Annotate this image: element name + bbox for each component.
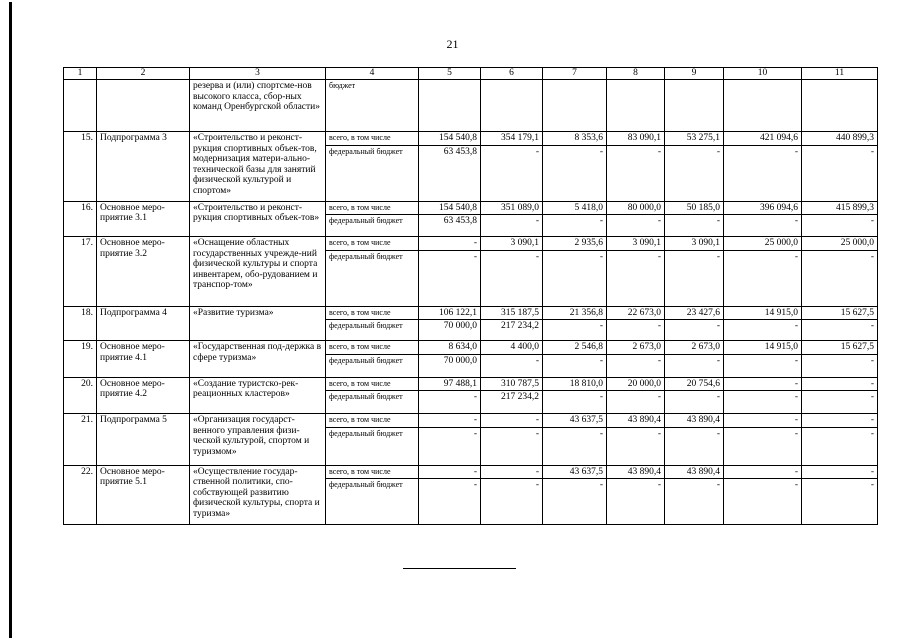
federal-value-cell: - bbox=[419, 479, 481, 525]
federal-value-cell: - bbox=[802, 250, 878, 306]
federal-budget-label: федеральный бюджет bbox=[326, 391, 419, 414]
row-number: 21. bbox=[64, 414, 97, 466]
total-value-cell: 15 627,5 bbox=[802, 341, 878, 355]
total-value-cell: 22 673,0 bbox=[607, 306, 665, 320]
empty-cell bbox=[419, 80, 481, 132]
federal-value-cell: - bbox=[481, 250, 543, 306]
federal-value-cell: - bbox=[419, 250, 481, 306]
header-row bbox=[64, 68, 878, 80]
total-value-cell: - bbox=[419, 414, 481, 428]
table-row bbox=[64, 414, 878, 428]
header-cell: 7 bbox=[543, 68, 607, 80]
budget-table bbox=[63, 67, 878, 525]
header-cell: 3 bbox=[190, 68, 326, 80]
program-type: Основное меро-приятие 4.1 bbox=[97, 341, 190, 378]
program-name: «Строительство и реконст-рукция спортивных объек-тов» bbox=[190, 201, 326, 237]
total-value-cell: 2 673,0 bbox=[665, 341, 724, 355]
federal-budget-label: федеральный бюджет bbox=[326, 354, 419, 377]
program-name: «Создание туристско-рек-реационных кластеров» bbox=[190, 377, 326, 414]
total-label: всего, в том числе bbox=[326, 237, 419, 251]
total-value-cell: 83 090,1 bbox=[607, 132, 665, 146]
row-number: 18. bbox=[64, 306, 97, 341]
table-row bbox=[64, 201, 878, 215]
total-value-cell: 2 546,8 bbox=[543, 341, 607, 355]
federal-value-cell: 70 000,0 bbox=[419, 320, 481, 341]
federal-budget-label: федеральный бюджет bbox=[326, 145, 419, 201]
federal-value-cell: - bbox=[543, 320, 607, 341]
program-name: «Осуществление государ-ственной политики, спо-собствующей развитию физической культуры, спорта и туризма» bbox=[190, 465, 326, 525]
row-number: 22. bbox=[64, 465, 97, 525]
total-value-cell: 8 634,0 bbox=[419, 341, 481, 355]
total-value-cell: 23 427,6 bbox=[665, 306, 724, 320]
federal-value-cell: - bbox=[607, 391, 665, 414]
federal-value-cell: - bbox=[543, 215, 607, 237]
federal-budget-label: федеральный бюджет bbox=[326, 427, 419, 465]
federal-value-cell: - bbox=[607, 427, 665, 465]
total-value-cell: - bbox=[419, 465, 481, 479]
federal-value-cell: - bbox=[543, 250, 607, 306]
federal-value-cell: - bbox=[665, 479, 724, 525]
scan-edge-bar bbox=[9, 2, 12, 638]
federal-value-cell: - bbox=[543, 391, 607, 414]
federal-value-cell: - bbox=[802, 479, 878, 525]
federal-value-cell: - bbox=[607, 250, 665, 306]
total-value-cell: - bbox=[481, 414, 543, 428]
total-value-cell: 53 275,1 bbox=[665, 132, 724, 146]
table-row bbox=[64, 132, 878, 146]
total-value-cell: 25 000,0 bbox=[802, 237, 878, 251]
federal-value-cell: - bbox=[665, 250, 724, 306]
program-type: Основное меро-приятие 4.2 bbox=[97, 377, 190, 414]
total-label: всего, в том числе bbox=[326, 465, 419, 479]
federal-value-cell: - bbox=[802, 391, 878, 414]
activity-name-cell: резерва и (или) спортсме-нов высокого класса, сбор-ных команд Оренбургской области» bbox=[190, 80, 326, 132]
federal-value-cell: - bbox=[607, 479, 665, 525]
footer-rule bbox=[403, 568, 516, 569]
row-number: 15. bbox=[64, 132, 97, 202]
federal-value-cell: - bbox=[724, 215, 802, 237]
federal-value-cell: - bbox=[802, 354, 878, 377]
table-body bbox=[64, 68, 878, 525]
total-value-cell: 21 356,8 bbox=[543, 306, 607, 320]
federal-value-cell: - bbox=[724, 320, 802, 341]
program-name: «Развитие туризма» bbox=[190, 306, 326, 341]
total-value-cell: 106 122,1 bbox=[419, 306, 481, 320]
empty-cell bbox=[724, 80, 802, 132]
total-value-cell: 3 090,1 bbox=[665, 237, 724, 251]
table-row bbox=[64, 237, 878, 251]
total-value-cell: 43 890,4 bbox=[665, 465, 724, 479]
total-value-cell: 310 787,5 bbox=[481, 377, 543, 391]
total-value-cell: 43 890,4 bbox=[607, 414, 665, 428]
total-value-cell: 18 810,0 bbox=[543, 377, 607, 391]
row-number: 20. bbox=[64, 377, 97, 414]
total-value-cell: 20 000,0 bbox=[607, 377, 665, 391]
total-label: всего, в том числе bbox=[326, 132, 419, 146]
federal-value-cell: 70 000,0 bbox=[419, 354, 481, 377]
row-number: 19. bbox=[64, 341, 97, 378]
federal-value-cell: 217 234,2 bbox=[481, 391, 543, 414]
federal-value-cell: - bbox=[543, 427, 607, 465]
total-value-cell: 396 094,6 bbox=[724, 201, 802, 215]
total-value-cell: 2 935,6 bbox=[543, 237, 607, 251]
federal-value-cell: - bbox=[607, 354, 665, 377]
federal-budget-label: федеральный бюджет bbox=[326, 479, 419, 525]
funding-source-cell: бюджет bbox=[326, 80, 419, 132]
program-name: «Организация государст-венного управления физи-ческой культурой, спортом и туризмом» bbox=[190, 414, 326, 466]
total-label: всего, в том числе bbox=[326, 414, 419, 428]
federal-value-cell: - bbox=[724, 250, 802, 306]
federal-value-cell: - bbox=[665, 427, 724, 465]
federal-value-cell: - bbox=[802, 320, 878, 341]
header-cell: 10 bbox=[724, 68, 802, 80]
total-value-cell: 421 094,6 bbox=[724, 132, 802, 146]
program-type: Подпрограмма 5 bbox=[97, 414, 190, 466]
total-value-cell: 14 915,0 bbox=[724, 341, 802, 355]
program-type: Основное меро-приятие 3.1 bbox=[97, 201, 190, 237]
total-label: всего, в том числе bbox=[326, 201, 419, 215]
total-value-cell: 43 890,4 bbox=[665, 414, 724, 428]
federal-value-cell: - bbox=[665, 145, 724, 201]
header-cell: 5 bbox=[419, 68, 481, 80]
federal-value-cell: - bbox=[481, 145, 543, 201]
total-value-cell: 354 179,1 bbox=[481, 132, 543, 146]
program-name: «Строительство и реконст-рукция спортивных объек-тов, модернизация матери-ально-технической базы для занятий физической культурой и спортом» bbox=[190, 132, 326, 202]
total-label: всего, в том числе bbox=[326, 341, 419, 355]
header-cell: 1 bbox=[64, 68, 97, 80]
federal-value-cell: - bbox=[607, 145, 665, 201]
federal-value-cell: - bbox=[802, 427, 878, 465]
total-value-cell: 2 673,0 bbox=[607, 341, 665, 355]
empty-cell bbox=[64, 80, 97, 132]
total-label: всего, в том числе bbox=[326, 377, 419, 391]
header-cell: 9 bbox=[665, 68, 724, 80]
total-value-cell: 50 185,0 bbox=[665, 201, 724, 215]
federal-value-cell: - bbox=[724, 479, 802, 525]
federal-value-cell: - bbox=[481, 427, 543, 465]
federal-budget-label: федеральный бюджет bbox=[326, 320, 419, 341]
total-value-cell: 80 000,0 bbox=[607, 201, 665, 215]
federal-value-cell: - bbox=[543, 354, 607, 377]
total-value-cell: 315 187,5 bbox=[481, 306, 543, 320]
total-value-cell: - bbox=[724, 377, 802, 391]
total-value-cell: 97 488,1 bbox=[419, 377, 481, 391]
total-label: всего, в том числе bbox=[326, 306, 419, 320]
total-value-cell: - bbox=[802, 465, 878, 479]
federal-value-cell: - bbox=[724, 354, 802, 377]
total-value-cell: - bbox=[481, 465, 543, 479]
federal-value-cell: - bbox=[665, 354, 724, 377]
total-value-cell: - bbox=[419, 237, 481, 251]
program-type: Основное меро-приятие 5.1 bbox=[97, 465, 190, 525]
total-value-cell: - bbox=[724, 465, 802, 479]
table-row bbox=[64, 377, 878, 391]
federal-value-cell: - bbox=[607, 320, 665, 341]
federal-value-cell: - bbox=[419, 391, 481, 414]
federal-value-cell: - bbox=[607, 215, 665, 237]
program-name: «Государственная под-держка в сфере туризма» bbox=[190, 341, 326, 378]
program-name: «Оснащение областных государственных учрежде-ний физической культуры и спорта инвентарем, обо-рудованием и транспор-том» bbox=[190, 237, 326, 307]
program-type: Подпрограмма 4 bbox=[97, 306, 190, 341]
federal-value-cell: - bbox=[724, 391, 802, 414]
federal-value-cell: - bbox=[665, 215, 724, 237]
total-value-cell: 4 400,0 bbox=[481, 341, 543, 355]
total-value-cell: - bbox=[802, 377, 878, 391]
federal-value-cell: 63 453,8 bbox=[419, 215, 481, 237]
federal-value-cell: 217 234,2 bbox=[481, 320, 543, 341]
row-number: 17. bbox=[64, 237, 97, 307]
total-value-cell: 440 899,3 bbox=[802, 132, 878, 146]
header-cell: 4 bbox=[326, 68, 419, 80]
federal-value-cell: - bbox=[543, 145, 607, 201]
total-value-cell: 25 000,0 bbox=[724, 237, 802, 251]
empty-cell bbox=[97, 80, 190, 132]
total-value-cell: 20 754,6 bbox=[665, 377, 724, 391]
federal-value-cell: - bbox=[419, 427, 481, 465]
total-value-cell: 8 353,6 bbox=[543, 132, 607, 146]
row-number: 16. bbox=[64, 201, 97, 237]
table-row bbox=[64, 341, 878, 355]
total-value-cell: 3 090,1 bbox=[607, 237, 665, 251]
federal-value-cell: - bbox=[665, 320, 724, 341]
total-value-cell: 43 637,5 bbox=[543, 414, 607, 428]
total-value-cell: 15 627,5 bbox=[802, 306, 878, 320]
empty-cell bbox=[481, 80, 543, 132]
total-value-cell: 351 089,0 bbox=[481, 201, 543, 215]
federal-budget-label: федеральный бюджет bbox=[326, 250, 419, 306]
federal-value-cell: - bbox=[481, 215, 543, 237]
total-value-cell: 43 890,4 bbox=[607, 465, 665, 479]
empty-cell bbox=[665, 80, 724, 132]
total-value-cell: 154 540,8 bbox=[419, 201, 481, 215]
federal-value-cell: - bbox=[481, 354, 543, 377]
federal-value-cell: - bbox=[724, 427, 802, 465]
federal-value-cell: 63 453,8 bbox=[419, 145, 481, 201]
empty-cell bbox=[802, 80, 878, 132]
total-value-cell: 14 915,0 bbox=[724, 306, 802, 320]
table-row bbox=[64, 306, 878, 320]
program-type: Основное меро-приятие 3.2 bbox=[97, 237, 190, 307]
program-type: Подпрограмма 3 bbox=[97, 132, 190, 202]
total-value-cell: 415 899,3 bbox=[802, 201, 878, 215]
federal-value-cell: - bbox=[543, 479, 607, 525]
total-value-cell: 3 090,1 bbox=[481, 237, 543, 251]
federal-value-cell: - bbox=[724, 145, 802, 201]
empty-cell bbox=[607, 80, 665, 132]
total-value-cell: - bbox=[724, 414, 802, 428]
page-number: 21 bbox=[446, 37, 459, 51]
federal-value-cell: - bbox=[481, 479, 543, 525]
federal-value-cell: - bbox=[802, 215, 878, 237]
total-value-cell: - bbox=[802, 414, 878, 428]
total-value-cell: 43 637,5 bbox=[543, 465, 607, 479]
federal-budget-label: федеральный бюджет bbox=[326, 215, 419, 237]
table-row bbox=[64, 465, 878, 479]
total-value-cell: 154 540,8 bbox=[419, 132, 481, 146]
empty-cell bbox=[543, 80, 607, 132]
header-cell: 6 bbox=[481, 68, 543, 80]
continuation-row bbox=[64, 80, 878, 132]
total-value-cell: 5 418,0 bbox=[543, 201, 607, 215]
header-cell: 2 bbox=[97, 68, 190, 80]
federal-value-cell: - bbox=[665, 391, 724, 414]
federal-value-cell: - bbox=[802, 145, 878, 201]
header-cell: 8 bbox=[607, 68, 665, 80]
header-cell: 11 bbox=[802, 68, 878, 80]
